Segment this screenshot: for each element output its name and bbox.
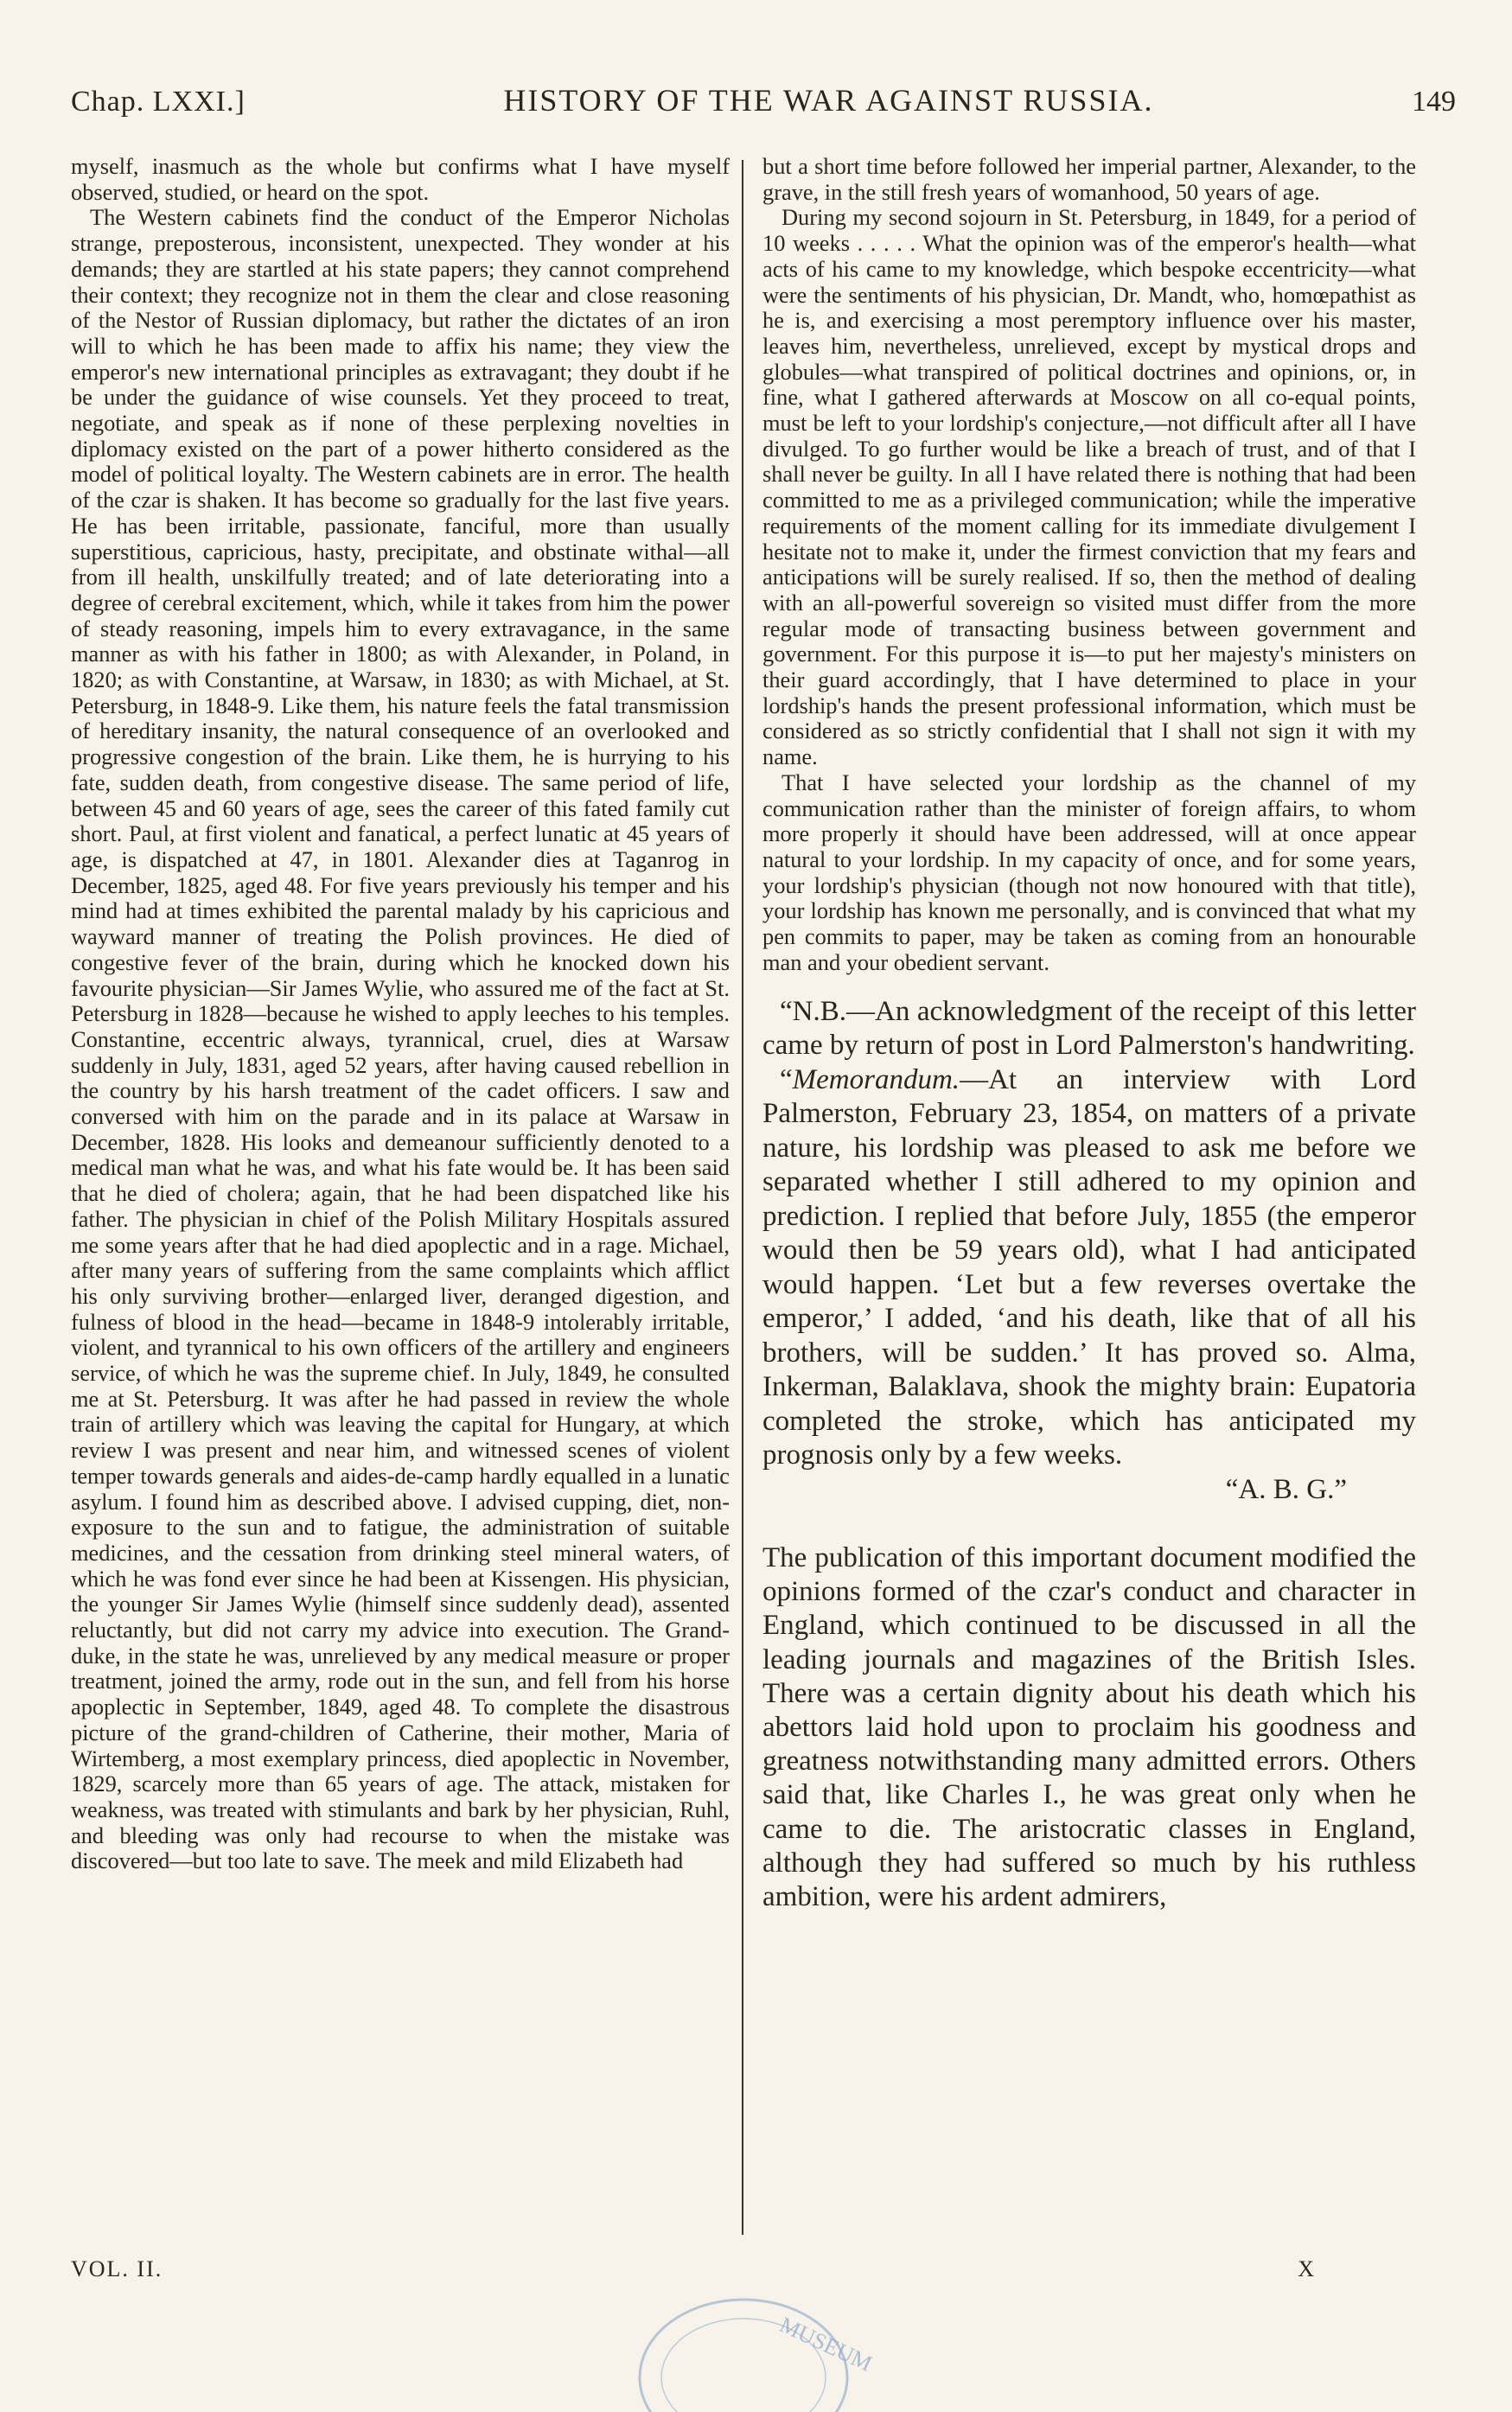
volume-label: VOL. II. (71, 2256, 163, 2281)
page-footer (71, 2256, 1316, 2282)
column-divider (742, 160, 743, 2235)
memorandum-paragraph (762, 1063, 1416, 1473)
chapter-label: Chap. LXXI.] (71, 86, 246, 118)
signature-mark: X (1298, 2256, 1316, 2281)
memorandum-open-quote: “ (780, 1063, 793, 1095)
page-number: 149 (1411, 86, 1456, 118)
paragraph: myself, inasmuch as the whole but confirms what I have myself observed, studied, or heard on the spot. (71, 153, 730, 205)
nb-paragraph: “N.B.—An acknowledgment of the receipt of this letter came by return of post in Lord Palmerston's handwriting. (762, 995, 1416, 1061)
memorandum-text: —At an interview with Lord Palmerston, February 23, 1854, on matters of a private nature, his lordship was pleased to ask me before we separated whether I still adhered to my opinion and prediction. I replied that before July, 1855 (the emperor would then be 59 years old), what I had anticipated would happen. ‘Let but a few reverses overtake the emperor,’ I added, ‘and his death, like that of all his brothers, will be sudden.’ It has proved so. Alma, Inkerman, Balaklava, shook the mighty brain: Eupatoria completed the stroke, which has anticipated my prognosis only by a few weeks. (762, 1063, 1416, 1471)
stamp-text: MUSEUM (775, 2312, 877, 2377)
running-header (71, 82, 1456, 134)
library-stamp (605, 2282, 882, 2412)
page-title: HISTORY OF THE WAR AGAINST RUSSIA. (503, 83, 1154, 118)
paragraph: but a short time before followed her imperial partner, Alexander, to the grave, in the still fresh years of womanhood, 50 years of age. (762, 153, 1416, 205)
paragraph: The Western cabinets find the conduct of the Emperor Nicholas strange, preposterous, inconsistent, unexpected. They wonder at his demands; they are startled at his state papers; they cannot comprehend their context; they recognize not in them the clear and close reasoning of the Nestor of Russian diplomacy, but rather the dictates of an iron will to which he has been made to affix his name; they view the emperor's new international principles as extravagant; they doubt if he be under the guidance of wise counsels. Yet they proceed to treat, negotiate, and speak as if none of these perplexing novelties in diplomacy existed on the part of a power hitherto considered as the model of political loyalty. The Western cabinets are in error. The health of the czar is shaken. It has become so gradually for the last five years. He has been irritable, passionate, fanciful, more than usually superstitious, capricious, hasty, precipitate, and obstinate withal—all from ill health, unskilfully treated; and of late deteriorating into a degree of cerebral excitement, which, while it takes from him the power of steady reasoning, impels him to every extravagance, in the same manner as with his father in 1800; as with Alexander, in Poland, in 1820; as with Constantine, at Warsaw, in 1830; as with Michael, at St. Petersburg, in 1848-9. Like them, his nature feels the fatal transmission of hereditary insanity, the natural consequence of an overlooked and progressive congestion of the brain. Like them, he is hurrying to his fate, sudden death, from congestive disease. The same period of life, between 45 and 60 years of age, sees the career of this fated family cut short. Paul, at first violent and fanatical, a perfect lunatic at 45 years of age, is dispatched at 47, in 1801. Alexander dies at Taganrog in December, 1825, aged 48. For five years previously his temper and his mind had at times exhibited the parental malady by his capricious and wayward manner of treating the Polish provinces. He died of congestive fever of the brain, during which he knocked down his favourite physician—Sir James Wylie, who assured me of the fact at St. Petersburg in 1828—because he wished to apply leeches to his temples. Constantine, eccentric always, tyrannical, cruel, dies at Warsaw suddenly in July, 1831, aged 52 years, after having caused rebellion in the country by his harsh treatment of the cadet officers. I saw and conversed with him on the parade and in its palace at Warsaw in December, 1828. His looks and demeanour sufficiently denoted to a medical man what he was, and what his fate would be. It has been said that he died of cholera; again, that he had been dispatched like his father. The physician in chief of the Polish Military Hospitals assured me some years after that he had died apoplectic and in a rage. Michael, after many years of suffering from the same complaints which afflict his only surviving brother—enlarged liver, deranged digestion, and fulness of blood in the head—became in 1848-9 intolerably irritable, violent, and tyrannical to his own officers of the artillery and engineers service, of which he was the supreme chief. In July, 1849, he consulted me at St. Petersburg. It was after he had passed in review the whole train of artillery which was leaving the capital for Hungary, at which review I was present and near him, and witnessed scenes of violent temper towards generals and aides-de-camp hardly equalled in a lunatic asylum. I found him as described above. I advised cupping, diet, non-exposure to the sun and to fatigue, the administration of suitable medicines, and the cessation from drinking steel mineral waters, of which he was fond ever since he had been at Kissengen. His physician, the younger Sir James Wylie (himself since suddenly dead), assented reluctantly, but did not carry my advice into execution. The Grand-duke, in the state he was, unrelieved by any medical measure or proper treatment, joined the army, rode out in the sun, and fell from his horse apoplectic in September, 1849, aged 48. To complete the disastrous picture of the grand-children of Catherine, their mother, Maria of Wirtemberg, a most exemplary princess, died apoplectic in November, 1829, scarcely more than 65 years of age. The attack, mistaken for weakness, was treated with stimulants and bark by her physician, Ruhl, and bleeding was only had recourse to when the mistake was discovered—but too late to save. The meek and mild Elizabeth had (71, 204, 730, 1874)
publication-paragraph: The publication of this important document modified the opinions formed of the czar's conduct and character in England, which continued to be discussed in all the leading journals and magazines of the British Isles. There was a certain dignity about his death which his abettors laid hold upon to proclaim his goodness and greatness notwithstanding many admitted errors. Others said that, like Charles I., he was great only when he came to die. The aristocratic classes in England, although they had suffered so much by his ruthless ambition, were his ardent admirers, (762, 1542, 1416, 1913)
paragraph: That I have selected your lordship as the channel of my communication rather than the minister of foreign affairs, to whom more properly it should have been addressed, will at once appear natural to your lordship. In my capacity of once, and for some years, your lordship's physician (though not now honoured with that title), your lordship has known me personally, and is convinced that what my pen commits to paper, may be taken as coming from an honourable man and your obedient servant. (762, 769, 1416, 975)
note-block (762, 995, 1416, 1508)
right-column (762, 154, 1416, 1914)
signature: “A. B. G.” (1225, 1473, 1347, 1505)
left-column (71, 154, 730, 1874)
publication-block (762, 1541, 1416, 1914)
paragraph: During my second sojourn in St. Petersburg, in 1849, for a period of 10 weeks . . . . . What the opinion was of the emperor's health—what acts of his came to my knowledge, which bespoke eccentricity—what were the sentiments of his physician, Dr. Mandt, who, homœpathist as he is, and exercising a most peremptory influence over his master, leaves him, nevertheless, unrelieved, except by mystical drops and globules—what transpired of political doctrines and opinions, or, in fine, what I gathered afterwards at Moscow on all co-equal points, must be left to your lordship's conjecture,—not difficult after all I have divulged. To go further would be like a breach of trust, and of that I shall never be guilty. In all I have related there is nothing that had been committed to me as a privileged communication; while the imperative requirements of the moment calling for its immediate divulgement I hesitate not to make it, under the firmest conviction that my fears and anticipations will be surely realised. If so, then the method of dealing with an all-powerful sovereign so visited must differ from the more regular mode of transacting business between government and government. For this purpose it is—to put her majesty's ministers on their guard accordingly, that I have determined to place in your lordship's hands the present professional information, which must be considered as so strictly confidential that I shall not sign it with my name. (762, 204, 1416, 770)
memorandum-label: Memorandum. (792, 1063, 960, 1095)
